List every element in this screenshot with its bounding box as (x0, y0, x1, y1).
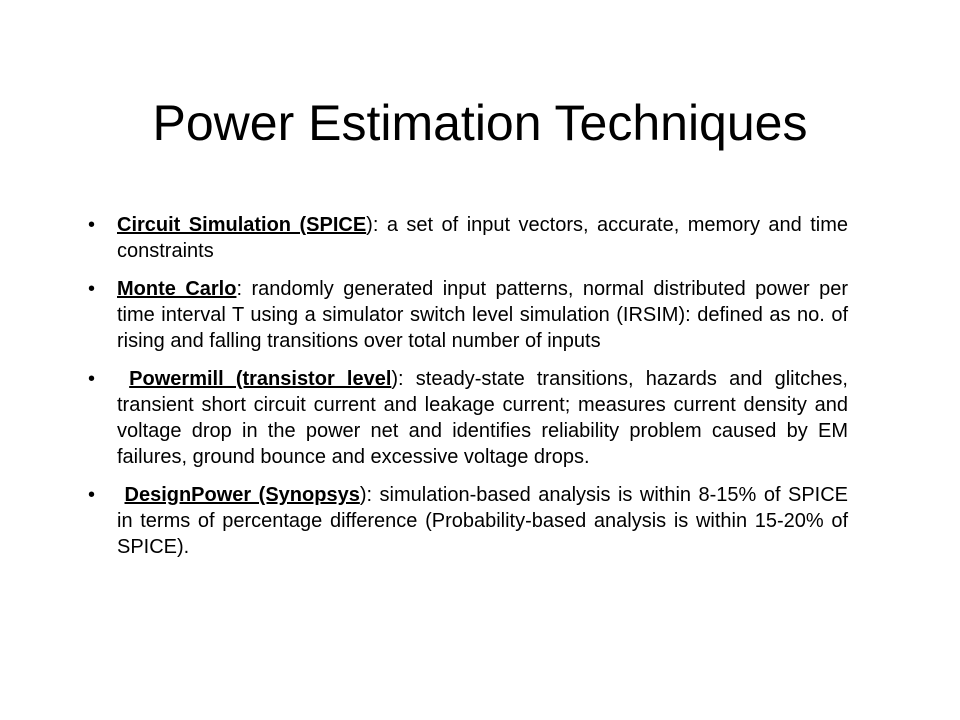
bullet-item-powermill (88, 366, 848, 470)
bullet-text (117, 278, 848, 352)
bullet-term: Monte Carlo (117, 278, 237, 300)
bullet-description: : randomly generated input patterns, normal distributed power per time interval T using a simulator switch level simulation (IRSIM): defined as no. of rising and falling transitions over total number of inputs (117, 278, 848, 352)
bullet-item-designpower (88, 482, 848, 560)
bullet-lead (117, 368, 129, 390)
bullet-description: ): steady-state transitions, hazards and glitches, transient short circuit current and leakage current; measures current density and voltage drop in the power net and identifies reliability problem caused by EM failures, ground bounce and excessive voltage drops. (117, 368, 848, 468)
bullet-icon: • (88, 368, 96, 390)
bullet-item-monte-carlo (88, 276, 848, 354)
bullet-term: DesignPower (Synopsys (124, 484, 360, 506)
bullet-icon: • (88, 278, 96, 300)
bullet-text (117, 482, 848, 560)
bullet-lead (117, 484, 125, 506)
bullet-term: Powermill (transistor level (129, 368, 392, 390)
bullet-description: ): a set of input vectors, accurate, memory and time constraints (117, 214, 849, 262)
slide-title: Power Estimation Techniques (152, 95, 808, 151)
bullet-term: Circuit Simulation (SPICE (117, 214, 367, 236)
bullet-text (117, 214, 848, 262)
bullet-icon: • (88, 214, 96, 236)
bullet-text (117, 366, 848, 470)
bullet-description: ): simulation-based analysis is within 8-15% of SPICE in terms of percentage difference (Probability-based analysis is within 15-20% of SPICE). (117, 484, 849, 558)
bullet-icon: • (88, 484, 96, 506)
bullet-list (88, 212, 848, 572)
bullet-item-circuit-simulation (88, 212, 848, 264)
